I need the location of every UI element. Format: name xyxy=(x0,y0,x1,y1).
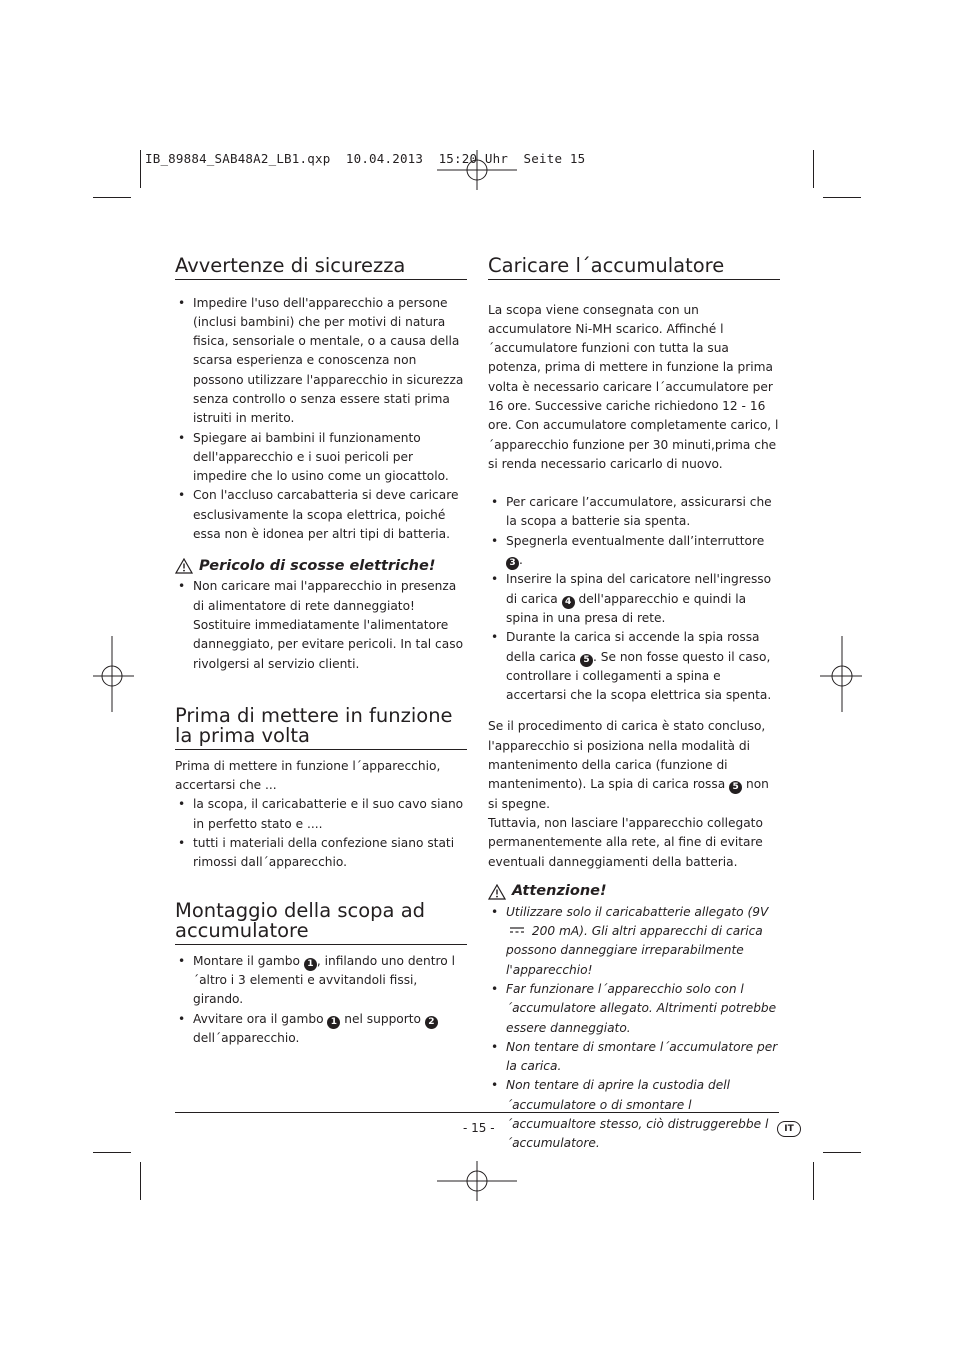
file-slug: IB_89884_SAB48A2_LB1.qxp 10.04.2013 15:20 Uhr Seite 15 xyxy=(145,151,586,166)
list-item xyxy=(488,570,780,628)
warning-triangle-icon xyxy=(175,558,193,574)
text: 200 mA). Gli altri apparecchi di carica possono danneggiare irreparabilmente l'apparecchio! xyxy=(506,924,763,977)
section-title-assembly xyxy=(175,898,467,945)
list-item: • Per caricare l’accumulatore, assicurarsi che la scopa a batterie sia spenta. xyxy=(488,493,780,532)
text: Montare il gambo xyxy=(193,953,300,968)
callout-number: 4 xyxy=(562,596,575,609)
warning-triangle-icon xyxy=(488,884,506,900)
charging-complete-text xyxy=(488,717,780,813)
callout-number: 3 xyxy=(506,557,519,570)
crop-mark xyxy=(93,1152,131,1153)
warning-heading xyxy=(175,555,467,577)
text: , infilando uno dentro l´altro i 3 elementi e avvitandoli fissi, girando. xyxy=(193,953,456,1007)
callout-number: 2 xyxy=(425,1016,438,1029)
callout-number: 5 xyxy=(729,781,742,794)
attention-list xyxy=(488,903,780,1154)
callout-number: 1 xyxy=(304,958,317,971)
safety-list xyxy=(175,294,467,545)
section-title-safety: Avvertenze di sicurezza xyxy=(175,256,467,280)
text: Se il procedimento di carica è stato concluso, l'apparecchio si posiziona nella modalità di mantenimento della carica (funzione di mantenimento). La spia di carica rossa xyxy=(488,719,766,792)
crop-mark xyxy=(813,150,814,188)
warning-list xyxy=(175,577,467,673)
text: Spegnerla eventualmente dall’interruttore xyxy=(506,533,765,548)
list-item xyxy=(175,952,467,1010)
list-item: • Spiegare ai bambini il funzionamento dell'apparecchio e i suoi pericoli per impedire che lo usino come un giocattolo. xyxy=(175,429,467,487)
crop-mark xyxy=(140,150,141,188)
crop-mark xyxy=(823,197,861,198)
warning-text: Attenzione! xyxy=(512,883,607,900)
list-item: • Impedire l'uso dell'apparecchio a persone (inclusi bambini) che per motivi di natura fisica, sensoriale o mentale, o a causa della scarsa esperienza e conoscenza non possono utilizzare l'apparecchio in sicurezza senza controllo o senza essere stati prima istruiti in merito. xyxy=(175,294,467,429)
list-item: • Non tentare di smontare l´accumulatore per la carica. xyxy=(488,1038,780,1077)
right-column xyxy=(488,256,780,1154)
title-line-2: la prima volta xyxy=(175,723,311,747)
left-column xyxy=(175,256,467,1048)
charging-note: Tuttavia, non lasciare l'apparecchio collegato permanentemente alla rete, al fine di evitare eventuali danneggiamenti della batteria. xyxy=(488,815,763,869)
title-line-1: Montaggio della scopa ad xyxy=(175,898,426,922)
language-badge: IT xyxy=(777,1121,801,1137)
warning-heading xyxy=(488,881,780,903)
first-use-intro: Prima di mettere in funzione l´apparecchio, accertarsi che ... xyxy=(175,758,441,793)
list-item: • Non tentare di aprire la custodia dell´accumulatore o di smontare l´accumualtore stesso, ciò distruggerebbe l´accumulatore. xyxy=(488,1076,780,1153)
list-item: • Non caricare mai l'apparecchio in presenza di alimentatore di rete danneggiato! Sostituire immediatamente l'alimentatore danneggiato, per evitare pericoli. In tal caso rivolgersi al servizio clienti. xyxy=(175,577,467,673)
dc-symbol-icon xyxy=(510,926,524,934)
crop-mark xyxy=(140,1162,141,1200)
assembly-list xyxy=(175,952,467,1048)
list-item: • la scopa, il caricabatterie e il suo cavo siano in perfetto stato e .... xyxy=(175,795,467,834)
first-use-list xyxy=(175,795,467,872)
page-number: - 15 - xyxy=(463,1121,495,1135)
callout-number: 5 xyxy=(580,654,593,667)
list-item xyxy=(488,628,780,705)
text: non si spegne. xyxy=(488,777,769,811)
text: nel supporto xyxy=(344,1011,422,1026)
text: dell'apparecchio e quindi la spina in una presa di rete. xyxy=(506,591,747,625)
crop-mark xyxy=(813,1162,814,1200)
text: Inserire la spina del caricatore nell'ingresso di carica xyxy=(506,572,772,606)
text: Durante la carica si accende la spia rossa della carica xyxy=(506,630,760,664)
footer-rule xyxy=(175,1112,779,1113)
text: Avvitare ora il gambo xyxy=(193,1011,324,1026)
title-line-1: Prima di mettere in funzione xyxy=(175,703,453,727)
registration-mark xyxy=(90,636,134,716)
list-item xyxy=(488,903,780,980)
list-item: • tutti i materiali della confezione siano stati rimossi dall´apparecchio. xyxy=(175,834,467,873)
callout-number: 1 xyxy=(327,1016,340,1029)
charging-intro: La scopa viene consegnata con un accumulatore Ni-MH scarico. Affinché l´accumulatore funzioni con tutta la sua potenza, prima di mettere in funzione la prima volta è necessario caricare l´accumulatore per 16 ore. Successive cariche richiedono 12 - 16 ore. Con accumulatore completamente carico, l´apparecchio funzione per 30 minuti,prima che si renda necessario caricarlo di nuovo. xyxy=(488,302,779,471)
section-title-charging: Caricare l´accumulatore xyxy=(488,256,780,280)
warning-text: Pericolo di scosse elettriche! xyxy=(199,557,436,574)
registration-mark xyxy=(437,130,517,210)
list-item: • Spegnerla eventualmente dall’interruttore 3 . xyxy=(488,532,780,571)
text: dell´apparecchio. xyxy=(193,1030,300,1045)
list-item: • Far funzionare l´apparecchio solo con l´accumulatore allegato. Altrimenti potrebbe essere danneggiato. xyxy=(488,980,780,1038)
crop-mark xyxy=(93,197,131,198)
section-title-first-use xyxy=(175,703,467,750)
charging-steps xyxy=(488,493,780,705)
title-line-2: accumulatore xyxy=(175,918,309,942)
list-item: • Con l'accluso carcabatteria si deve caricare esclusivamente la scopa elettrica, poiché essa non è idonea per altri tipi di batteria. xyxy=(175,486,467,544)
text: . Se non fosse questo il caso, controllare i collegamenti a spina e accertarsi che la scopa elettrica sia spenta. xyxy=(506,649,772,703)
crop-mark xyxy=(823,1152,861,1153)
text: Utilizzare solo il caricabatterie allegato (9V xyxy=(506,904,769,919)
list-item xyxy=(175,1010,467,1049)
registration-mark xyxy=(820,636,864,716)
